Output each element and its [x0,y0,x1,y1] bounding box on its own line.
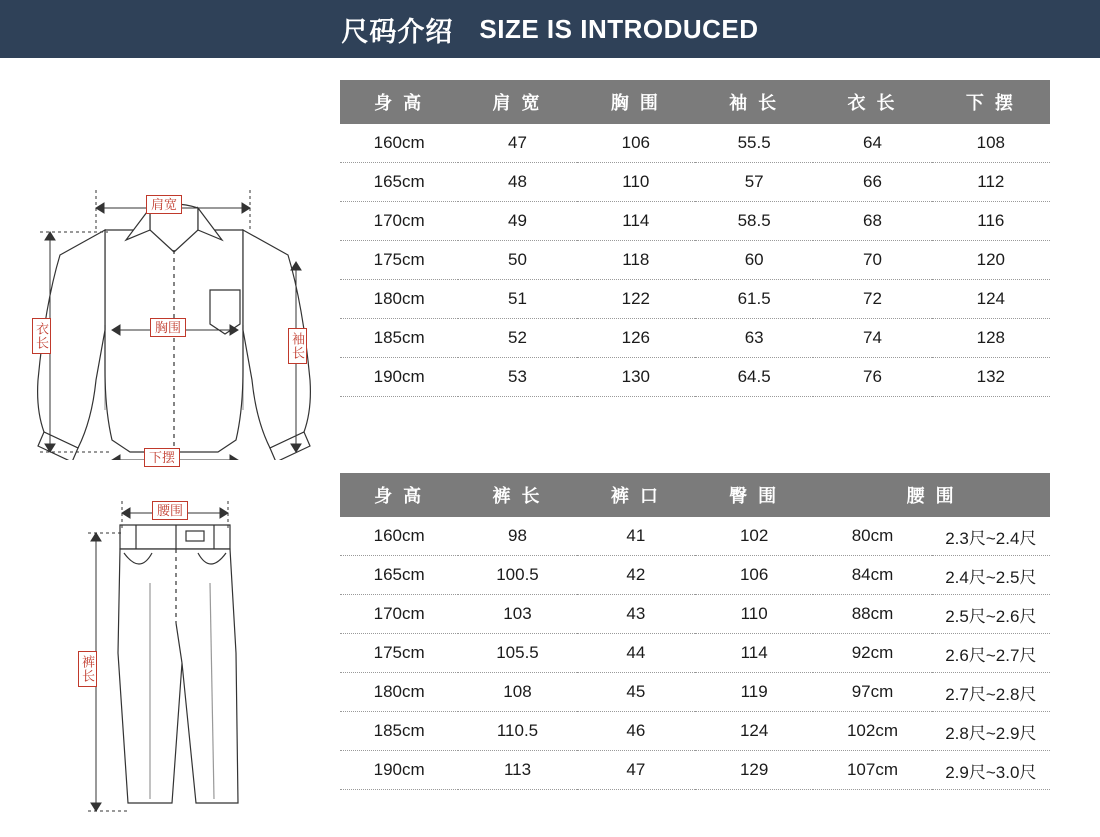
pants-table-pane [340,473,1060,833]
measure-cell: 88cm [813,595,931,634]
pants-waist-label: 腰围 [152,501,188,520]
height-cell: 165cm [340,556,458,595]
measure-cell: 122 [577,280,695,319]
column-header: 袖 长 [695,80,813,124]
measure-cell: 2.4尺~2.5尺 [932,556,1050,595]
height-cell: 185cm [340,712,458,751]
table-row [340,241,1050,280]
measure-cell: 2.3尺~2.4尺 [932,517,1050,556]
measure-cell: 102 [695,517,813,556]
measure-cell: 68 [813,202,931,241]
measure-cell: 47 [458,124,576,163]
height-cell: 175cm [340,241,458,280]
measure-cell: 46 [577,712,695,751]
height-cell: 190cm [340,751,458,790]
measure-cell: 55.5 [695,124,813,163]
measure-cell: 119 [695,673,813,712]
measure-cell: 60 [695,241,813,280]
column-header: 裤 长 [458,473,576,517]
table-row [340,556,1050,595]
pants-diagram [0,473,340,833]
shirt-table-body [340,124,1050,397]
measure-cell: 57 [695,163,813,202]
page-title-cn: 尺码介绍 [341,16,454,47]
shirt-diagram [0,80,340,460]
measure-cell: 2.7尺~2.8尺 [932,673,1050,712]
measure-cell: 129 [695,751,813,790]
pants-size-table [340,473,1050,790]
measure-cell: 105.5 [458,634,576,673]
shirt-length-label: 衣长 [32,318,51,354]
measure-cell: 116 [932,202,1050,241]
table-row [340,358,1050,397]
height-cell: 180cm [340,673,458,712]
measure-cell: 132 [932,358,1050,397]
table-row [340,202,1050,241]
measure-cell: 102cm [813,712,931,751]
measure-cell: 110 [577,163,695,202]
column-header: 胸 围 [577,80,695,124]
measure-cell: 45 [577,673,695,712]
measure-cell: 52 [458,319,576,358]
measure-cell: 124 [695,712,813,751]
table-row [340,673,1050,712]
measure-cell: 97cm [813,673,931,712]
shirt-hem-label: 下摆 [144,448,180,467]
measure-cell: 2.8尺~2.9尺 [932,712,1050,751]
table-row [340,517,1050,556]
measure-cell: 130 [577,358,695,397]
pants-length-label: 裤长 [78,651,97,687]
shirt-sleeve-label: 袖长 [288,328,307,364]
measure-cell: 47 [577,751,695,790]
table-row [340,712,1050,751]
shirt-section [0,80,1100,465]
measure-cell: 110 [695,595,813,634]
column-header: 肩 宽 [458,80,576,124]
measure-cell: 2.5尺~2.6尺 [932,595,1050,634]
measure-cell: 48 [458,163,576,202]
measure-cell: 50 [458,241,576,280]
measure-cell: 41 [577,517,695,556]
measure-cell: 128 [932,319,1050,358]
measure-cell: 74 [813,319,931,358]
table-row [340,163,1050,202]
measure-cell: 124 [932,280,1050,319]
column-header: 身 高 [340,80,458,124]
height-cell: 170cm [340,202,458,241]
column-header: 裤 口 [577,473,695,517]
measure-cell: 108 [458,673,576,712]
measure-cell: 120 [932,241,1050,280]
height-cell: 160cm [340,124,458,163]
measure-cell: 53 [458,358,576,397]
measure-cell: 84cm [813,556,931,595]
shirt-table-pane [340,80,1060,460]
measure-cell: 103 [458,595,576,634]
measure-cell: 107cm [813,751,931,790]
measure-cell: 2.9尺~3.0尺 [932,751,1050,790]
height-cell: 180cm [340,280,458,319]
pants-table-body [340,517,1050,790]
measure-cell: 58.5 [695,202,813,241]
shirt-chest-label: 胸围 [150,318,186,337]
shirt-figure [0,80,340,465]
column-header: 身 高 [340,473,458,517]
column-header: 衣 长 [813,80,931,124]
measure-cell: 114 [577,202,695,241]
table-row [340,595,1050,634]
page-content [0,58,1100,837]
page-title-en: SIZE IS INTRODUCED [479,13,759,44]
table-row [340,751,1050,790]
measure-cell: 2.6尺~2.7尺 [932,634,1050,673]
measure-cell: 92cm [813,634,931,673]
measure-cell: 51 [458,280,576,319]
table-row [340,319,1050,358]
table-row [340,280,1050,319]
measure-cell: 113 [458,751,576,790]
measure-cell: 63 [695,319,813,358]
column-header: 臀 围 [695,473,813,517]
height-cell: 160cm [340,517,458,556]
measure-cell: 80cm [813,517,931,556]
height-cell: 190cm [340,358,458,397]
measure-cell: 72 [813,280,931,319]
page-header [0,0,1100,58]
column-header: 腰 围 [813,473,1050,517]
measure-cell: 61.5 [695,280,813,319]
measure-cell: 44 [577,634,695,673]
height-cell: 175cm [340,634,458,673]
measure-cell: 106 [577,124,695,163]
measure-cell: 64 [813,124,931,163]
shirt-size-table [340,80,1050,397]
measure-cell: 118 [577,241,695,280]
measure-cell: 66 [813,163,931,202]
measure-cell: 112 [932,163,1050,202]
measure-cell: 76 [813,358,931,397]
shirt-shoulder-label: 肩宽 [146,195,182,214]
measure-cell: 100.5 [458,556,576,595]
measure-cell: 70 [813,241,931,280]
height-cell: 185cm [340,319,458,358]
measure-cell: 43 [577,595,695,634]
measure-cell: 64.5 [695,358,813,397]
table-row [340,634,1050,673]
height-cell: 170cm [340,595,458,634]
measure-cell: 110.5 [458,712,576,751]
pants-figure [0,473,340,833]
measure-cell: 114 [695,634,813,673]
table-row [340,124,1050,163]
measure-cell: 98 [458,517,576,556]
pants-section [0,473,1100,833]
measure-cell: 108 [932,124,1050,163]
column-header: 下 摆 [932,80,1050,124]
measure-cell: 106 [695,556,813,595]
height-cell: 165cm [340,163,458,202]
measure-cell: 49 [458,202,576,241]
measure-cell: 42 [577,556,695,595]
table-header-row [340,473,1050,517]
table-header-row [340,80,1050,124]
measure-cell: 126 [577,319,695,358]
